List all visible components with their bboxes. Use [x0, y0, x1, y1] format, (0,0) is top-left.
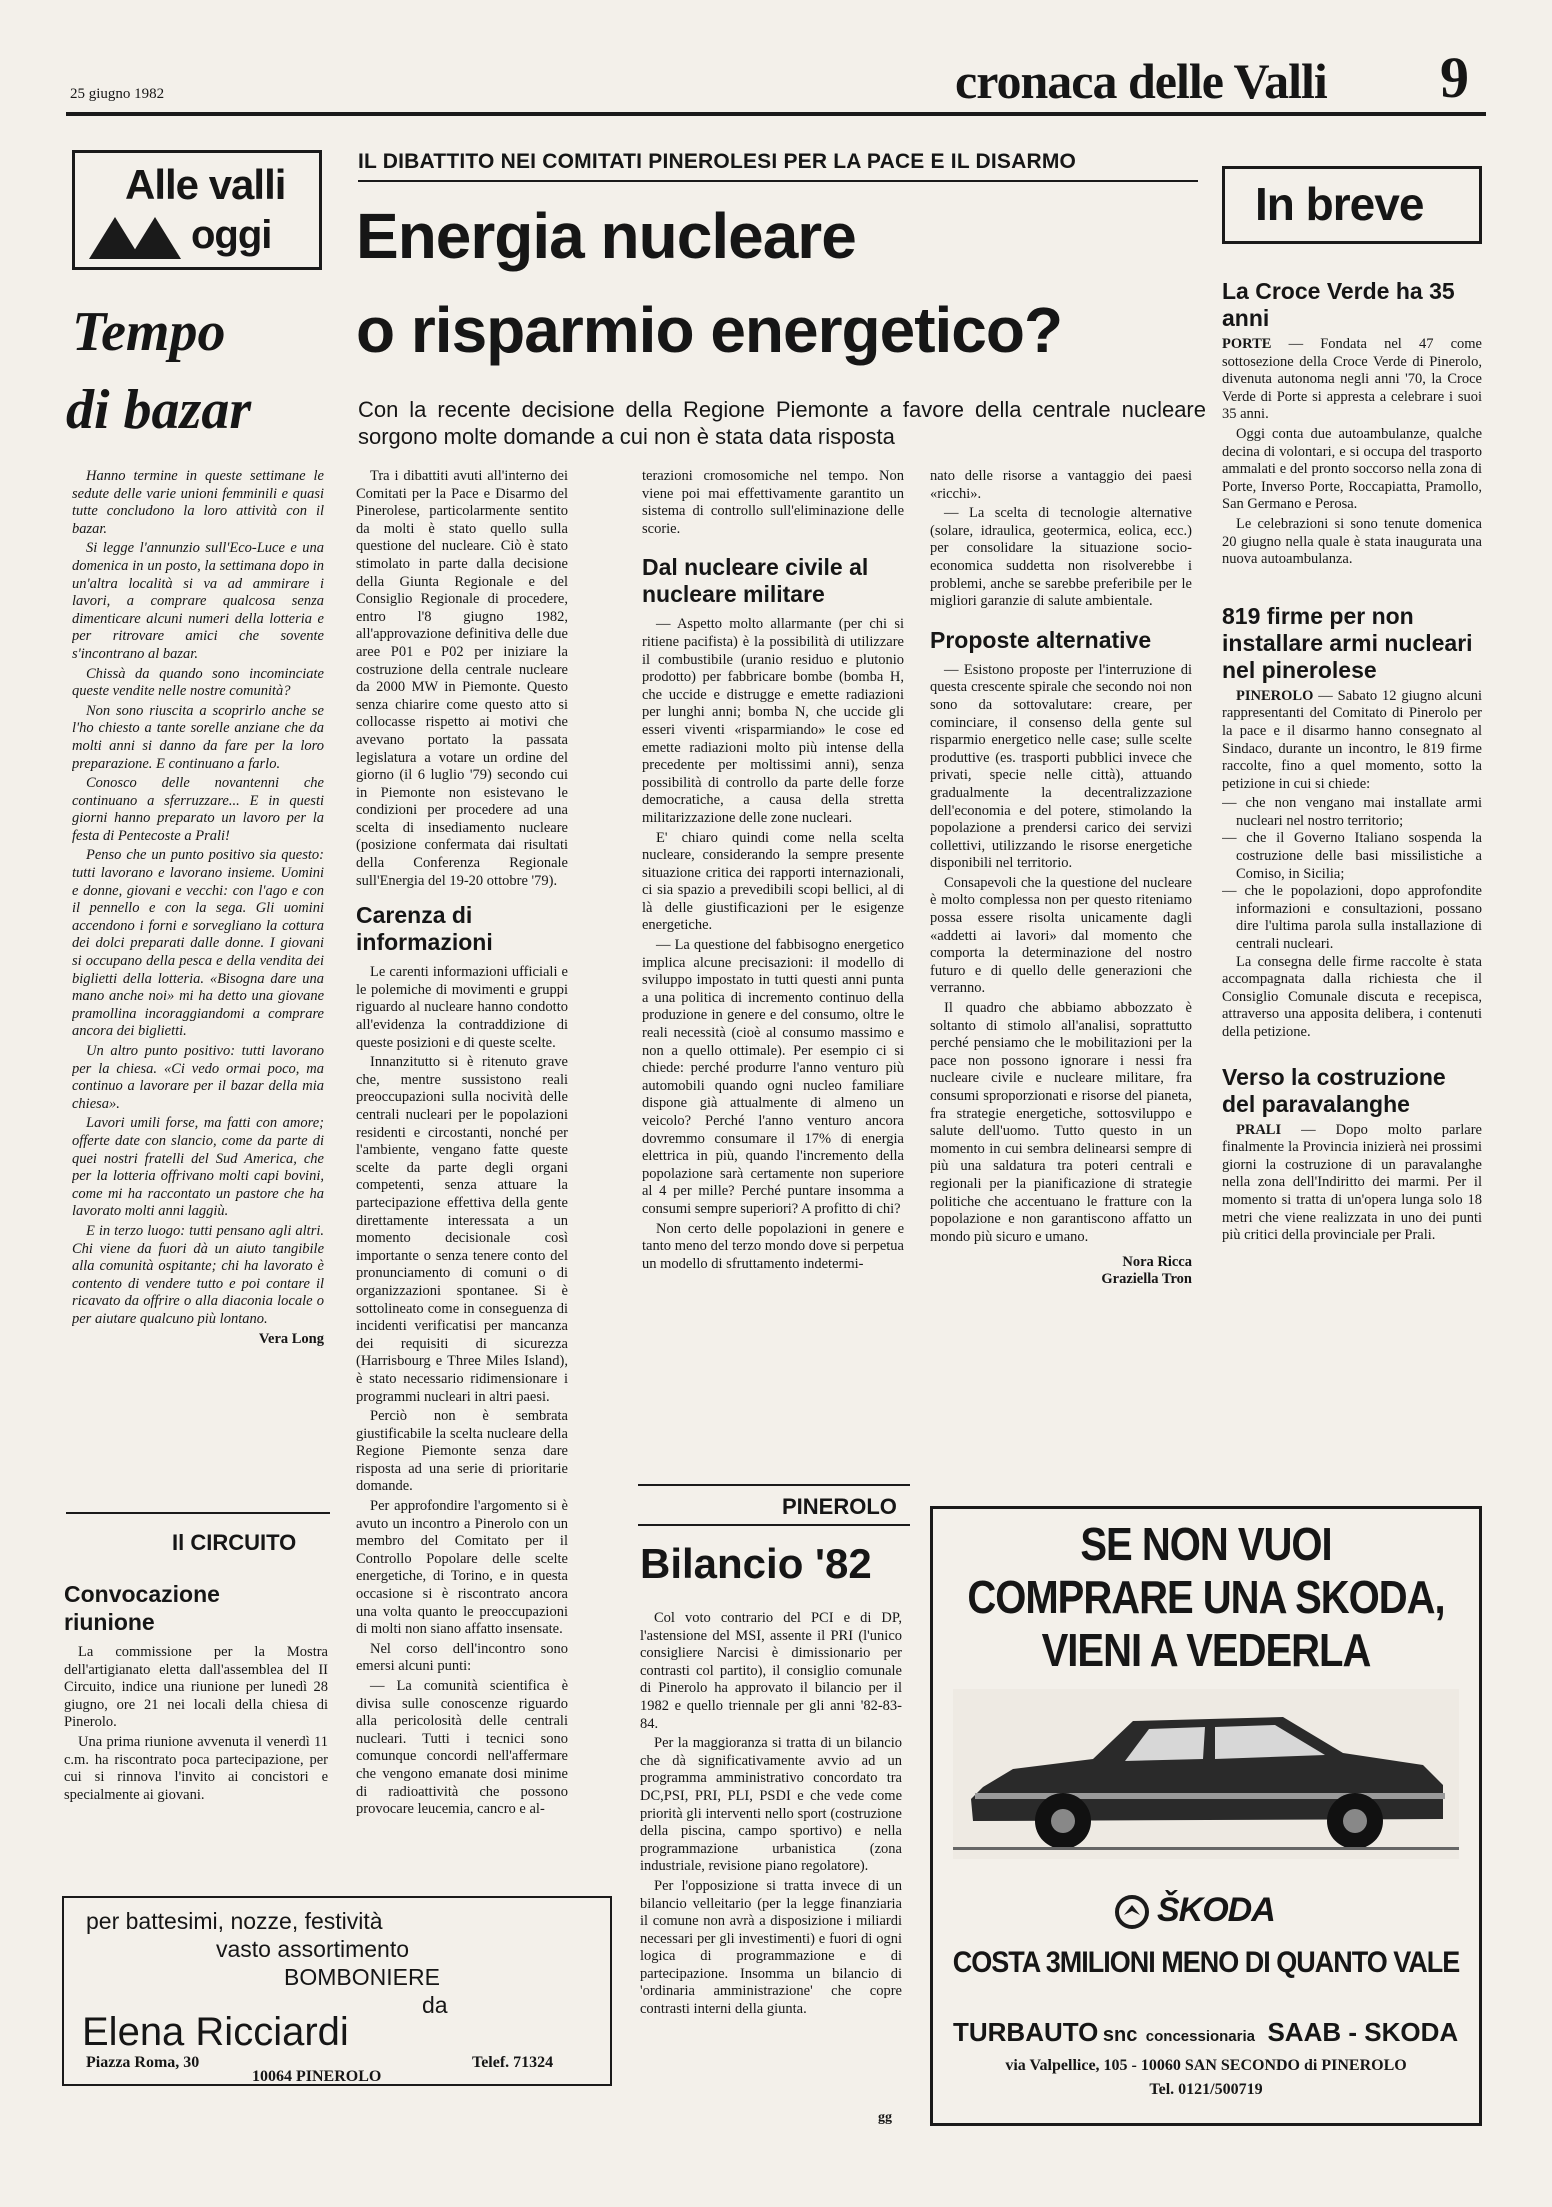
ad-phone: Telef. 71324 [472, 2054, 554, 2071]
article-paragraph: nato delle risorse a vantaggio dei paesi «ricchi». [930, 468, 1192, 502]
article-paragraph: Non sono riuscita a scoprirlo anche se l'ho chiesto a tante sorelle anziane che da molti anni si danno da fare per la loro preparazione. E continuano a farlo. [72, 702, 324, 772]
article-paragraph: — Esistono proposte per l'interruzione di questa crescente spirale che secondo noi non sono da sottovalutare: creare, per cominciare, il consenso della gente sul risparmio energetico nelle case; sulle scelte produttive (es. trasporti pubblici invece che privati, specie nelle città), attuando gradualmente la decentralizzazione dell'economia e del potere, stimolando la popolazione a prendersi carico dei servizi collettivi, utilizzando le risorse energetiche disponibili nel territorio. [930, 661, 1192, 872]
article-paragraph: Conosco delle novantenni che continuano a sferruzzare... E in questi giorni hanno preparato un lavoro per la festa di Pentecoste a Prali! [72, 775, 324, 844]
place-name: PINEROLO [1236, 687, 1314, 704]
ad-ricciardi [62, 1896, 612, 2086]
in-breve-box [1222, 166, 1482, 244]
box-title-line1: Alle valli [125, 161, 286, 208]
skoda-phone: Tel. 0121/500719 [1149, 2081, 1263, 2098]
article-paragraph: Consapevoli che la questione del nucleare è molto complessa non per questo riteniamo possa essere risolta unicamente dagli «addetti ai lavori» dal momento che comporta la determinazione del nostro futuro e di quello delle generazioni che verranno. [930, 874, 1192, 997]
section-title: cronaca delle Valli [955, 53, 1327, 109]
article-paragraph: E in terzo luogo: tutti pensano agli altri. Chi viene da fuori dà un aiuto tangibile alla comunità ospitante; chi ha lavorato è contento di vendere tutto e poi contare il ricavato da offrire o alla diaconia locale o per aiutare qualcuno più lontano. [72, 1222, 324, 1327]
article-text: Dopo molto parlare finalmente la Provincia inizierà nei prossimi giorni la costruzione di un paravalanghe nella zona dell'Indiritto dei marmi. Per il momento si tratta di un'opera lunga solo 18 metri che viene realizzata in uno dei punti più critici della provinciale per Prali. [1222, 1121, 1482, 1244]
list-item: — che non vengano mai installate armi nucleari nel nostro territorio; [1222, 795, 1482, 830]
left-headline-1: Tempo [72, 301, 226, 363]
article-paragraph: Chissà da quando sono incominciate queste vendite nelle nostre comunità? [72, 665, 324, 700]
main-col-3 [930, 468, 1192, 1478]
article-paragraph: Non certo delle popolazioni in genere e tanto meno del terzo mondo dove si perpetua un modello di sfruttamento indetermi- [642, 1220, 904, 1272]
article-signature: Graziella Tron [1101, 1271, 1192, 1288]
subheading-carenza: Carenza di informazioni [356, 902, 493, 956]
article-paragraph: E' chiaro quindi come nella scelta nucleare, considerando la sempre presente situazione critica dei rapporti internazionali, ci sia spazio a prevedibili scopi bellici, al di là delle giustificazioni per le esigenze energetiche. [642, 829, 904, 934]
article-paragraph: Le carenti informazioni ufficiali e le polemiche di movimenti e gruppi riguardo al nucleare hanno condotto all'evidenza la contraddizione di queste posizioni e di queste scelte. [356, 964, 568, 1051]
ad-line: per battesimi, nozze, festività [86, 1908, 383, 1934]
article-paragraph: Per approfondire l'argomento si è avuto un incontro a Pinerolo con un membro del Comitato per il Controllo Popolare delle scelte energetiche, di Torino, e in questa occasione si è riscontrato ancora una volta quanto le preoccupazioni di molti non siano affatto insensate. [356, 1498, 568, 1638]
subheading-proposte: Proposte alternative [930, 626, 1152, 653]
article-paragraph: Nel corso dell'incontro sono emersi alcuni punti: [356, 1640, 568, 1675]
ad-shop-name: Elena Ricciardi [82, 2010, 349, 2054]
dealer-name: TURBAUTO [953, 2017, 1099, 2047]
skoda-brand: ŠKODA [1157, 1891, 1275, 1929]
breve-title-croce-verde: La Croce Verde ha 35 anni [1222, 278, 1455, 331]
bilancio-kicker-rule [638, 1524, 910, 1526]
page-number: 9 [1440, 45, 1469, 110]
article-paragraph: Le celebrazioni si sono tenute domenica 20 giugno nella quale è stata inaugurata una nuova autoambulanza. [1222, 515, 1482, 568]
skoda-headline [933, 1519, 1479, 1678]
skoda-logo-icon [1115, 1895, 1149, 1929]
article-paragraph: — Aspetto molto allarmante (per chi si ritiene pacifista) è la possibilità di utilizzare il combustibile (uranio residuo e plutonio prodotto) per fabbricare bombe (bomba H, che uccide e distrugge e emette radiazioni per lunghi anni; bomba N, che uccide gli esseri viventi «risparmiando» le cose ed emette radiazioni molto più intense della precedente per moltissimi anni), senza possibilità di controllo da parte delle forze democratiche, a causa della stretta militarizzazione delle zone nucleari. [642, 616, 904, 826]
main-headline-1: Energia nucleare [356, 200, 856, 272]
article-paragraph: Hanno termine in queste settimane le sedute delle varie unioni femminili e quasi tutte concludono la loro attività con il bazar. [72, 468, 324, 537]
article-paragraph: PRALI — Dopo molto parlare finalmente la Provincia inizierà nei prossimi giorni la costruzione di un paravalanghe nella zona dell'Indiritto dei marmi. Per il momento si tratta di un'opera lunga solo 18 metri che viene realizzata in uno dei punti più critici della provinciale per Prali. [1222, 1121, 1482, 1244]
ad-line: vasto assortimento [216, 1936, 410, 1962]
ad-skoda [930, 1506, 1482, 2126]
article-paragraph: Per l'opposizione si tratta invece di un bilancio velleitario (per la legge finanziaria il comune non avrà a disposizione i miliardi necessari per gli investimenti) e fuori di ogni logica di programmazione e di partecipazione. Insomma un bilancio di 'ordinaria amministrazione' che copre contrasti interni della giunta. [640, 1877, 902, 2018]
skoda-headline-line: COMPRARE UNA SKODA, [967, 1572, 1445, 1624]
in-breve-column [1222, 278, 1482, 1488]
article-paragraph: — La questione del fabbisogno energetico implica alcune precisazioni: il modello di sviluppo impostato in tutti questi anni punta a una politica di incremento continuo della produzione in genere e del consumo, oltre le reali necessità (cioè al consumo massimo e non a quello ottimale). Per esempio ci si chiede: perché produrre l'anno venturo più automobili quando ogni nucleo familiare dispone già attualmente di almeno un veicolo? Perché l'anno venturo ancora dovremmo consumare il 17% di energia elettrica in più, quando l'incremento della popolazione sarà certamente non superiore al 4 per mille? Perché puntare insomma a consumi sempre superiori? A profitto di chi? [642, 937, 904, 1217]
article-paragraph: PORTE — Fondata nel 47 come sottosezione della Croce Verde di Pinerolo, divenuta autonoma negli anni '70, la Croce Verde di Porte si appresta a celebrare i suoi 35 anni. [1222, 336, 1482, 423]
header-rule [66, 112, 1486, 116]
bilancio-signature: gg [878, 2110, 892, 2125]
in-breve-title: In breve [1255, 178, 1424, 230]
article-paragraph: Per la maggioranza si tratta di un bilancio che dà significativamente avvio ad un programma amministrativo concordato tra DC,PSI, PRI, PLI, PSDI e che vede come priorità gli interventi nello sport (costruzione della piscina, campo sportivo) e nella programmazione urbanistica (zona industriale, revisione piano regolatore). [640, 1735, 902, 1875]
list-item: — che il Governo Italiano sospenda la costruzione delle basi missilistiche a Comiso, in Sicilia; [1222, 830, 1482, 883]
article-paragraph: Col voto contrario del PCI e di DP, l'astensione del MSI, assente il PRI (l'unico consigliere Narcisi è dimissionario per contrasti col partito), il consiglio comunale di Pinerolo ha approvato il bilancio per il 1982 e quello triennale per gli anni '82-83-84. [640, 1610, 902, 1732]
article-text: Fondata nel 47 come sottosezione della Croce Verde di Pinerolo, divenuta autonoma negli anni '70, la Croce Verde di Porte si appresta a celebrare i suoi 35 anni. [1222, 336, 1482, 423]
skoda-dealer-line [953, 2017, 1463, 2048]
main-headline-2: o risparmio energetico? [356, 294, 1063, 366]
subheading-nucleare-militare: Dal nucleare civile al nucleare militare [642, 554, 869, 608]
article-paragraph: Si legge l'annunzio sull'Eco-Luce e una domenica in un posto, la settimana dopo in un'altra località si va ad ammirare i lavori, a comprare qualcosa senza dimenticare alcuni numeri della lotteria e per ritrovare amici che sovente s'incontrano al bazar. [72, 540, 324, 662]
article-text: Sabato 12 giugno alcuni rappresentanti del Comitato di Pinerolo per la pace e il disarmo hanno consegnato al Sindaco, durante un incontro, le 819 firme raccolte, fino a quel momento, sotto la petizione in cui si chiede: [1222, 687, 1482, 792]
article-paragraph: — La comunità scientifica è divisa sulle conoscenze riguardo alla pericolosità delle centrali nucleari. Tutti i tecnici sono comunque concordi nell'affermare che vengono emanate dosi minime di radioattività che possono provocare leucemia, cancro e al- [356, 1678, 568, 1818]
petition-list [1222, 795, 1482, 953]
article-paragraph: Una prima riunione avvenuta il venerdì 11 c.m. ha riscontrato poca partecipazione, per cui si rinnova l'invito ai concistori e specialmente ai giovani. [64, 1733, 328, 1803]
bilancio-title: Bilancio '82 [640, 1540, 872, 1587]
bilancio-top-rule [638, 1484, 910, 1486]
list-item: — che le popolazioni, dopo approfondite informazioni e consultazioni, possano dire l'ultima parola sulla installazione di centrali nucleari. [1222, 883, 1482, 953]
main-kicker-rule [358, 180, 1198, 182]
article-paragraph: La commissione per la Mostra dell'artigianato eletta dall'assemblea del II Circuito, indice una riunione per lunedì 28 giugno, ore 21 nei locali della chiesa di Pinerolo. [64, 1644, 328, 1731]
dealer-suffix: snc [1102, 2024, 1138, 2046]
breve-title-paravalanghe: Verso la costruzione del paravalanghe [1222, 1063, 1446, 1117]
article-paragraph: Penso che un punto positivo sia questo: tutti lavorano e lavorano insieme. Uomini e donne, giovani e vecchi: con l'ago e con il pennello e con la sega. Gli uomini accendono i forni e sorvegliano la cottura dei dolci preparati dalle donne. I giovani si occupano della pesca e della vendita dei biglietti della lotteria. «Bisogna dare una mano anche noi» mi ha detto una giovane pramollina incoraggiandomi a comprare ancora dei biglietti. [72, 847, 324, 1040]
skoda-headline-line: VIENI A VEDERLA [1041, 1625, 1371, 1677]
skoda-slogan: COSTA 3MILIONI MENO DI QUANTO VALE [952, 1945, 1460, 1979]
main-deck: Con la recente decisione della Regione Piemonte a favore della centrale nucleare sorgono molte domande a cui non è stata data risposta [358, 397, 1206, 449]
article-signature: Vera Long [258, 1330, 324, 1347]
place-name: PRALI [1236, 1121, 1282, 1138]
bilancio-kicker: PINEROLO [782, 1494, 897, 1519]
ad-address: Piazza Roma, 30 [86, 2054, 200, 2071]
left-divider [66, 1512, 330, 1514]
dealer-brands: SAAB - SKODA [1267, 2017, 1459, 2047]
article-signature: Nora Ricca [1122, 1254, 1192, 1271]
left-headline-2: di bazar [66, 379, 252, 441]
skoda-headline-line: SE NON VUOI [1080, 1519, 1332, 1571]
circuito-title: Convocazione riunione [64, 1581, 220, 1635]
article-paragraph: Lavori umili forse, ma fatti con amore; offerte date con slancio, come da parte di quei nostri fratelli del Sud America, che per la lotteria offrivano molti capi bovini, come mi ha raccontato un pastore che ha lavorato molti anni laggiù. [72, 1115, 324, 1220]
skoda-address: via Valpellice, 105 - 10060 SAN SECONDO di PINEROLO [1005, 2057, 1407, 2074]
dealer-type: concessionaria [1145, 2028, 1255, 2045]
ad-line: BOMBONIERE [284, 1964, 440, 1990]
article-paragraph: PINEROLO — Sabato 12 giugno alcuni rappresentanti del Comitato di Pinerolo per la pace e il disarmo hanno consegnato al Sindaco, durante un incontro, le 819 firme raccolte, fino a quel momento, sotto la petizione in cui si chiede: [1222, 687, 1482, 792]
bilancio-body [640, 1610, 902, 2108]
article-paragraph: Perciò non è sembrata giustificabile la scelta nucleare della Regione Piemonte senza dare risposta ad una serie di prioritarie domande. [356, 1408, 568, 1495]
page-date: 25 giugno 1982 [70, 86, 165, 102]
box-title-line2: oggi [191, 213, 272, 257]
left-article-body [72, 468, 324, 1494]
article-paragraph: — La scelta di tecnologie alternative (solare, idraulica, geotermica, eolica, ecc.) per consolidare la situazione socio-economica suddetta non risolverebbe i problemi, anche se sarebbe preferibile per le migliori garanzie di salute ambientale. [930, 505, 1192, 610]
breve-title-819-firme: 819 firme per non installare armi nucleari nel pinerolese [1222, 602, 1473, 683]
article-paragraph: Oggi conta due autoambulanze, qualche decina di volontari, e si occupa del trasporto ammalati e del pronto soccorso nella zona di Porte, Inverso Porte, Roccapiatta, Pramollo, San Germano e Perosa. [1222, 425, 1482, 513]
article-paragraph: Il quadro che abbiamo abbozzato è soltanto di stimolo all'analisi, soprattutto perché pensiamo che le mobilitazioni per la pace non possono ignorare i nessi fra nucleare civile e nucleare militare, fra consumi sproporzionati e risorse del pianeta, fra strategie energetiche, sottosviluppo e salute dell'uomo. Tutto questo in un momento in cui sembra delinearsi sempre di più una saldatura tra poteri centrali e regionali per la pianificazione di strategie politiche che accentuano le fratture con la popolazione e non garantiscono affatto un mondo più sicuro e umano. [930, 1000, 1192, 1245]
ad-line: da [422, 1992, 448, 2018]
car-image [953, 1689, 1459, 1859]
article-paragraph: terazioni cromosomiche nel tempo. Non viene poi mai effettivamente garantito un sistema di controllo sull'eliminazione delle scorie. [642, 468, 904, 537]
mountains-icon [89, 215, 185, 259]
article-paragraph: Innanzitutto si è ritenuto grave che, mentre sussistono reali preoccupazioni sulla nocività delle centrali nucleari per le popolazioni residenti e circostanti, nonché per l'ambiente, vengano fatte queste scelte da parte degli organi competenti, senza attuare la partecipazione effettiva della gente direttamente interessata a un momento decisionale così importante o senza tenere conto del pronunciamento di comuni o di organizzazioni spontanee. Si è sottolineato come in conseguenza di incidenti verificatisi per mancanza dei requisiti di sicurezza (Harrisbourg e Three Miles Island), è stato necessario ridimensionare i programmi nucleari in altri paesi. [356, 1054, 568, 1405]
circuito-kicker: Il CIRCUITO [172, 1530, 297, 1555]
place-name: PORTE [1222, 336, 1272, 352]
main-col-2 [642, 468, 904, 1478]
column-box-alle-valli [72, 150, 322, 270]
article-paragraph: Un altro punto positivo: tutti lavorano per la chiesa. «Ci vedo ormai poco, ma continuo a lavorare per il bazar della mia chiesa». [72, 1043, 324, 1112]
main-col-1 [356, 468, 568, 1896]
circuito-body [64, 1644, 328, 1880]
main-kicker: IL DIBATTITO NEI COMITATI PINEROLESI PER LA PACE E IL DISARMO [358, 150, 1077, 173]
article-paragraph: Tra i dibattiti avuti all'interno dei Comitati per la Pace e Disarmo del Pinerolese, particolarmente sentito da molti è stato quello sulla questione del nucleare. Ciò è stato stimolato in parte dalla decisione della Giunta Regionale e del Consiglio Regionale di procedere, entro l'8 giugno 1982, all'approvazione definitiva delle due aree P01 e P02 per iniziare la costruzione della centrale nucleare da 2000 MW in Piemonte. Questo senza chiarire come questo atto si collocasse rispetto ai motivi che avevano portato la passata legislatura a votare un ordine del giorno (il 6 luglio '79) secondo cui in Piemonte non esistevano le condizioni per procedere ad una scelta di insediamento nucleare (posizione confermata dai risultati della Conferenza Regionale sull'Energia del 19-20 ottobre '79). [356, 468, 568, 889]
article-paragraph: La consegna delle firme raccolte è stata accompagnata dalla richiesta che il Consiglio Comunale discuta e recepisca, attraverso una apposita delibera, i contenuti della petizione. [1222, 953, 1482, 1040]
ad-city: 10064 PINEROLO [252, 2068, 382, 2085]
